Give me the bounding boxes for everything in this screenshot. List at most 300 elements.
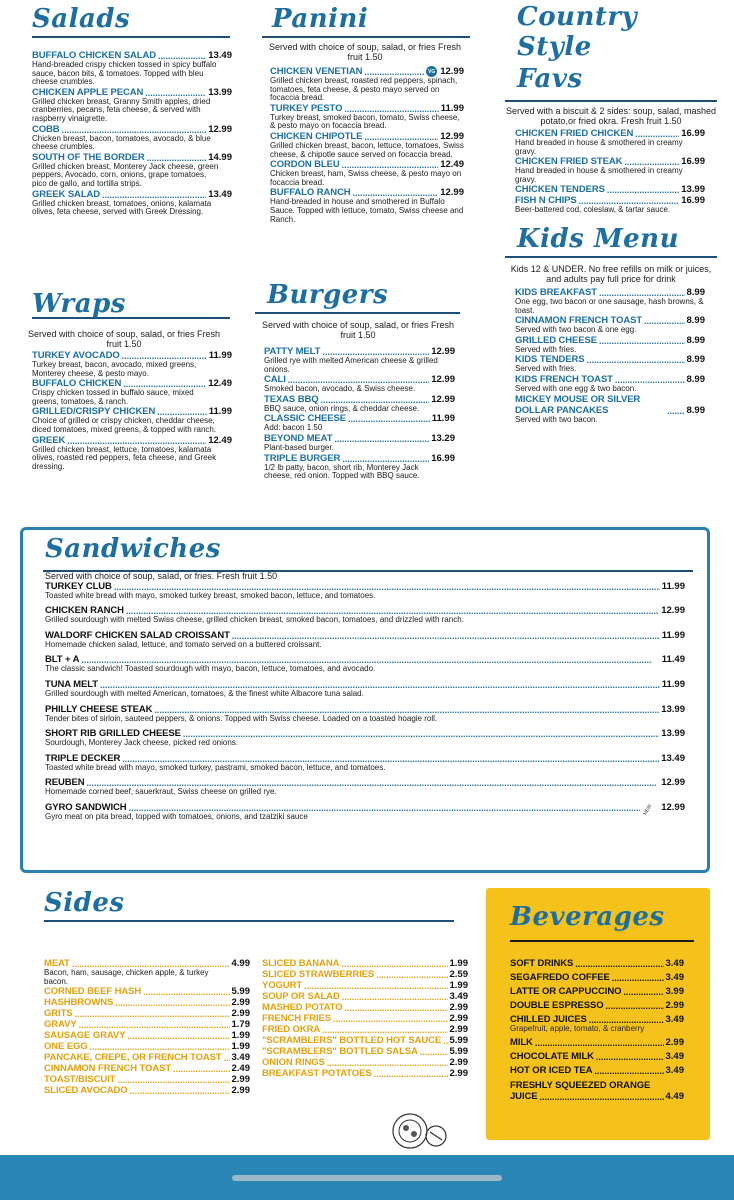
item-price: 3.49: [665, 972, 684, 983]
item-name: SOUTH OF THE BORDER: [32, 151, 145, 163]
item-price: 14.99: [208, 151, 232, 163]
item-name: HASHBROWNS: [44, 997, 114, 1009]
item-price: 2.59: [449, 969, 468, 980]
menu-item: [515, 195, 705, 215]
kids-section: [505, 224, 717, 424]
menu-item: [262, 1035, 468, 1046]
beverages-title: Beverages: [510, 902, 665, 932]
orange-juice-label: FRESHLY SQUEEZED ORANGE: [510, 1079, 651, 1091]
item-name: YOGURT: [262, 980, 303, 991]
item-price: 12.99: [440, 187, 464, 199]
item-name: GREEK: [32, 434, 66, 446]
item-description: 1/2 lb patty, bacon, short rib, Monterey Jack cheese, red onion. Topped with BBQ sauce.: [264, 462, 420, 481]
item-price: 11.99: [208, 350, 232, 361]
menu-item-row: [44, 1074, 250, 1085]
item-description: Grilled chicken breast, tomatoes, onions, kalamata olives, feta cheese, served with Greek Dressing.: [32, 198, 212, 217]
item-price: 8.99: [686, 287, 705, 298]
item-price: 12.99: [431, 346, 455, 357]
item-price: 2.99: [231, 997, 250, 1009]
divider: [255, 312, 460, 314]
sides-section: [44, 888, 464, 922]
menu-item-row: [515, 394, 705, 416]
item-description: One egg, two bacon or one sausage, hash browns, & toast.: [515, 297, 704, 315]
item-price: 11.99: [661, 580, 685, 592]
menu-item: [515, 354, 705, 374]
menu-item-row: [32, 124, 232, 135]
menu-item: [270, 66, 464, 103]
leader-dots: [575, 959, 663, 969]
beverages-section: [486, 888, 710, 1140]
item-description: Chicken breast, bacon, tomatoes, avocado, & blue cheese crumbles.: [32, 133, 211, 152]
item-price: 3.49: [665, 1050, 684, 1062]
item-price: 11.49: [661, 654, 685, 666]
leader-dots: [333, 1014, 448, 1024]
menu-item: [32, 50, 232, 87]
menu-item: [270, 159, 464, 187]
item-price: 11.99: [440, 102, 464, 114]
menu-item-row: [262, 1057, 468, 1068]
item-name: CORDON BLEU: [270, 159, 340, 171]
leader-dots: [420, 1047, 448, 1057]
item-price: 1.99: [231, 1041, 250, 1053]
leader-dots: [345, 1003, 448, 1013]
menu-item: [510, 972, 684, 983]
menu-item: [44, 1085, 250, 1096]
vegetarian-badge: VG: [426, 66, 437, 77]
leader-dots: [587, 355, 685, 365]
item-price: 12.99: [661, 777, 685, 789]
leader-dots: [342, 992, 448, 1002]
item-description: Chicken breast, ham, Swiss cheese, & pesto mayo on focaccia bread.: [270, 169, 462, 187]
item-name: BEYOND MEAT: [264, 432, 333, 444]
item-name: COBB: [32, 123, 60, 135]
menu-item: [44, 1030, 250, 1041]
item-name: PHILLY CHEESE STEAK: [45, 703, 153, 715]
divider: [510, 940, 694, 942]
menu-item: [515, 374, 705, 394]
menu-item: [32, 350, 232, 378]
salads-list: [32, 50, 232, 217]
menu-item: [510, 1051, 684, 1062]
item-description: Grilled rye with melted American cheese & grilled onions.: [264, 356, 438, 374]
menu-item: [515, 287, 705, 315]
item-description: Hand-breaded in house and smothered in Buffalo Sauce. Topped with lettuce, tomato, Swiss cheese and Ranch.: [270, 197, 464, 224]
menu-item-row: [510, 1000, 684, 1011]
wraps-section: [27, 289, 232, 471]
item-name: TUNA MELT: [45, 678, 98, 690]
item-description: Hand breaded in house & smothered in creamy gravy.: [515, 138, 683, 156]
item-name: SLICED BANANA: [262, 958, 340, 969]
item-name: MILK: [510, 1036, 533, 1048]
item-description: BBQ sauce, onion rings, & cheddar cheese.: [264, 403, 420, 413]
new-badge: NEW: [641, 803, 653, 817]
menu-item: [44, 1063, 250, 1074]
item-name: ONE EGG: [44, 1041, 88, 1053]
home-indicator[interactable]: [232, 1175, 502, 1181]
menu-item: [515, 394, 705, 425]
item-name: BUFFALO RANCH: [270, 187, 351, 199]
menu-item: [264, 374, 455, 394]
panini-section: [262, 4, 472, 224]
item-name: BLT + A: [45, 654, 80, 666]
item-name: MICKEY MOUSE OR SILVER DOLLAR PANCAKES: [515, 393, 641, 416]
sandwiches-items: [45, 581, 685, 822]
item-price: 5.99: [449, 1046, 468, 1057]
item-price: 12.99: [661, 605, 685, 617]
item-name: KIDS TENDERS: [515, 354, 585, 366]
leader-dots: [644, 316, 684, 326]
leader-dots: [341, 959, 447, 969]
menu-item: [32, 152, 232, 189]
menu-item: [45, 753, 685, 773]
menu-item: [515, 184, 705, 195]
item-price: 12.49: [208, 378, 232, 390]
item-price: 3.49: [665, 1014, 684, 1025]
menu-item: [264, 346, 455, 374]
item-name: TOAST/BISCUIT: [44, 1074, 116, 1086]
item-name: CORNED BEEF HASH: [44, 986, 142, 998]
menu-item-row: [44, 1085, 250, 1096]
item-name: CALI: [264, 374, 286, 386]
menu-item-row: [262, 1002, 468, 1013]
menu-item: [262, 1046, 468, 1057]
item-price: 1.99: [449, 980, 468, 991]
menu-item: [44, 1019, 250, 1030]
leader-dots: [173, 1064, 229, 1074]
item-name: CHICKEN FRIED STEAK: [515, 156, 623, 168]
item-name: TRIPLE DECKER: [45, 752, 121, 764]
item-name: SHORT RIB GRILLED CHEESE: [45, 728, 181, 740]
leader-dots: [143, 987, 229, 997]
menu-item: [264, 394, 455, 414]
leader-dots: [606, 1001, 664, 1011]
item-price: 11.99: [661, 629, 685, 641]
menu-item-row: [510, 986, 684, 997]
menu-item: [45, 728, 685, 748]
item-name: REUBEN: [45, 777, 85, 789]
item-price: 12.49: [440, 159, 464, 171]
leader-dots: [90, 1042, 230, 1052]
item-price: 5.99: [231, 986, 250, 998]
item-price: 3.49: [449, 991, 468, 1002]
menu-item: [45, 679, 685, 699]
item-description: Homemade chicken salad, lettuce, and tomato served on a buttered croissant.: [45, 639, 322, 649]
item-name: CINNAMON FRENCH TOAST: [515, 315, 643, 327]
item-price: 12.99: [431, 393, 455, 405]
item-description: Toasted white bread with mayo, smoked turkey, pastrami, smoked bacon, lettuce, and tomatoes.: [45, 762, 386, 772]
sandwiches-section: [20, 527, 710, 873]
item-name: GRILLED/CRISPY CHICKEN: [32, 406, 156, 418]
item-name: CHICKEN RANCH: [45, 605, 124, 617]
menu-item-row: [262, 980, 468, 991]
menu-item: [45, 581, 685, 601]
menu-item: [44, 986, 250, 997]
menu-item: [262, 1057, 468, 1068]
menu-item: [44, 1041, 250, 1052]
item-name: CHILLED JUICES: [510, 1014, 587, 1025]
wraps-list: [32, 350, 232, 471]
menu-item: [44, 1008, 250, 1019]
item-description: Hand-breaded crispy chicken tossed in spicy buffalo sauce, bacon bits, & tomatoes. Topped with bleu cheese crumbles.: [32, 60, 217, 87]
item-description: Grilled sourdough with melted American, tomatoes, & the finest white Albacore tuna salad.: [45, 688, 364, 698]
item-name: LATTE OR CAPPUCCINO: [510, 986, 622, 997]
item-price: 8.99: [686, 404, 705, 416]
item-name: WALDORF CHICKEN SALAD CROISSANT: [45, 629, 230, 641]
item-price: 2.99: [231, 1074, 250, 1086]
item-price: 11.99: [208, 406, 232, 418]
item-name: GRILLED CHEESE: [515, 334, 597, 346]
leader-dots: [623, 987, 663, 997]
burgers-section: [255, 280, 465, 481]
menu-item-row: [45, 704, 685, 715]
leader-dots: [327, 1058, 448, 1068]
menu-item: [32, 406, 232, 434]
item-name: PANCAKE, CREPE, OR FRENCH TOAST: [44, 1052, 222, 1064]
item-name: GYRO SANDWICH: [45, 801, 127, 813]
sides-column-2: [262, 958, 468, 1079]
item-price: 13.99: [661, 703, 685, 715]
item-price: 13.49: [208, 50, 232, 61]
divider: [505, 100, 717, 102]
wraps-title: Wraps: [32, 289, 126, 319]
item-description: Grilled chicken breast, roasted red peppers, spinach, tomatoes, feta cheese, & pesto mayo served on focaccia bread.: [270, 76, 458, 103]
menu-item: [262, 980, 468, 991]
menu-item-row: [44, 1030, 250, 1041]
menu-item: [510, 1065, 684, 1076]
item-price: 8.99: [686, 315, 705, 327]
leader-dots: [348, 414, 430, 424]
item-description: Served with fries.: [515, 344, 577, 354]
item-price: 8.99: [686, 373, 705, 385]
menu-item: [32, 124, 232, 152]
menu-item-row: [44, 1019, 250, 1030]
item-description: Grilled chicken breast, lettuce, tomatoes, kalamata olives, roasted red peppers, feta cheese, and Greek dressing.: [32, 444, 217, 471]
menu-item-row: [510, 972, 684, 983]
menu-item-row: [44, 1052, 250, 1063]
orange-juice-row: [510, 1091, 684, 1102]
item-name: TEXAS BBQ: [264, 393, 319, 405]
menu-item: [264, 453, 455, 481]
country-list: [505, 128, 705, 215]
menu-item-row: [32, 435, 232, 446]
item-price: 11.99: [431, 413, 455, 425]
panini-intro: Served with choice of soup, salad, or fries Fresh fruit 1.50: [268, 42, 462, 62]
item-price: 2.99: [449, 1068, 468, 1079]
item-description: Tender bites of sirloin, sauteed peppers, & onions. Topped with Swiss cheese. Loaded on a toasted hoagie roll.: [45, 713, 438, 723]
menu-item: [270, 103, 464, 131]
item-name: FRIED OKRA: [262, 1024, 321, 1035]
beverages-items: [510, 958, 684, 1076]
item-price: 8.99: [686, 354, 705, 366]
menu-item: [32, 435, 232, 472]
item-price: 13.99: [661, 728, 685, 740]
item-name: DOUBLE ESPRESSO: [510, 1000, 604, 1011]
item-price: 2.99: [665, 1036, 684, 1048]
menu-item-row: [262, 969, 468, 980]
menu-item-row: [262, 1046, 468, 1057]
item-price: 13.49: [661, 752, 685, 764]
item-name: MASHED POTATO: [262, 1002, 343, 1013]
menu-item-row: [262, 991, 468, 1002]
item-description: Gyro meat on pita bread, topped with tomatoes, onions, and tzatziki sauce: [45, 811, 308, 821]
item-name: BREAKFAST POTATOES: [262, 1068, 372, 1079]
country-subtitle: Favs: [517, 64, 583, 94]
leader-dots: [443, 1036, 447, 1046]
item-name: "SCRAMBLERS" BOTTLED HOT SAUCE: [262, 1035, 442, 1046]
menu-item-row: [45, 581, 685, 592]
item-name: CHICKEN FRIED CHICKEN: [515, 128, 634, 139]
item-price: 16.99: [681, 128, 705, 139]
menu-item-row: [32, 189, 232, 200]
menu-item-row: [44, 1063, 250, 1074]
item-name: CHOCOLATE MILK: [510, 1050, 594, 1062]
menu-item-row: [510, 1065, 684, 1076]
menu-item: [262, 991, 468, 1002]
leader-dots: [304, 981, 447, 991]
item-description: Hand breaded in house & smothered in creamy gravy.: [515, 166, 683, 184]
menu-item-row: [44, 1008, 250, 1019]
item-price: 12.49: [208, 434, 232, 446]
leader-dots: [539, 1092, 663, 1102]
menu-item: [45, 654, 685, 674]
orange-juice-label-2: JUICE: [510, 1090, 538, 1102]
menu-item-row: [510, 958, 684, 969]
item-description: Smoked bacon, avocado, & Swiss cheese.: [264, 384, 416, 394]
country-intro: Served with a biscuit & 2 sides: soup, salad, mashed potato,or fried okra. Fresh fruit 1.50: [505, 106, 717, 126]
item-price: 16.99: [431, 452, 455, 464]
item-price: 12.99: [440, 130, 464, 142]
menu-item: [515, 128, 705, 156]
item-name: CHICKEN CHIPOTLE: [270, 130, 363, 142]
sides-column-1: [44, 958, 250, 1096]
kids-intro: Kids 12 & UNDER. No free refills on milk or juices, and adults pay full price for drink: [510, 264, 712, 284]
item-description: Bacon, ham, sausage, chicken apple, & turkey bacon.: [44, 968, 209, 986]
item-name: CHICKEN TENDERS: [515, 184, 605, 196]
menu-item-row: [262, 1024, 468, 1035]
menu-item: [270, 187, 464, 224]
leader-dots: [79, 1020, 230, 1030]
menu-item-row: [44, 997, 250, 1008]
item-name: TURKEY CLUB: [45, 580, 112, 592]
leader-dots: [130, 1086, 230, 1096]
sandwiches-title: Sandwiches: [45, 534, 221, 564]
menu-item-row: [262, 1013, 468, 1024]
panini-list: [262, 66, 464, 224]
item-price: 3.99: [665, 986, 684, 997]
item-price: 5.99: [449, 1035, 468, 1046]
leader-dots: [224, 1053, 230, 1063]
leader-dots: [599, 336, 685, 346]
menu-item-row: [515, 184, 705, 195]
item-name: BUFFALO CHICKEN SALAD: [32, 50, 157, 61]
menu-item: [515, 335, 705, 355]
item-name: KIDS BREAKFAST: [515, 287, 597, 298]
item-description: Turkey breast, bacon, avocado, mixed greens, Monterey cheese, & pesto mayo.: [32, 360, 197, 378]
menu-item: [510, 986, 684, 997]
item-name: KIDS FRENCH TOAST: [515, 373, 613, 385]
leader-dots: [183, 729, 659, 739]
burgers-list: [255, 346, 455, 481]
panini-title: Panini: [272, 4, 369, 34]
item-price: 16.99: [681, 156, 705, 168]
item-price: 11.99: [661, 678, 685, 690]
menu-item: [515, 315, 705, 335]
menu-item: [262, 958, 468, 969]
item-price: 3.49: [231, 1052, 250, 1064]
menu-item-row: [264, 453, 455, 464]
menu-item: [515, 156, 705, 184]
kids-title: Kids Menu: [517, 224, 679, 254]
item-price: 1.99: [231, 1030, 250, 1042]
item-price: 12.99: [661, 801, 685, 813]
item-price: 12.99: [440, 66, 464, 77]
item-name: CHICKEN APPLE PECAN: [32, 86, 144, 98]
item-price: 16.99: [681, 195, 705, 207]
item-price: 12.99: [431, 374, 455, 386]
item-price: 2.99: [449, 1013, 468, 1024]
item-price: 12.99: [208, 123, 232, 135]
menu-item: [264, 433, 455, 453]
menu-item: [510, 1014, 684, 1034]
leader-dots: [667, 406, 685, 416]
menu-item: [262, 1024, 468, 1035]
menu-item: [270, 131, 464, 159]
item-name: SLICED AVOCADO: [44, 1085, 128, 1097]
menu-item: [264, 413, 455, 433]
item-name: TURKEY PESTO: [270, 102, 343, 114]
item-name: SOUP OR SALAD: [262, 991, 340, 1002]
leader-dots: [117, 1075, 229, 1085]
item-description: Add: bacon 1.50: [264, 423, 323, 433]
menu-item: [510, 1037, 684, 1048]
item-price: 8.99: [686, 334, 705, 346]
leader-dots: [376, 970, 447, 980]
item-price: 2.49: [231, 1063, 250, 1075]
item-description: Beer-battered cod, coleslaw, & tartar sauce.: [515, 205, 671, 215]
leader-dots: [607, 185, 679, 195]
item-description: Grilled chicken breast, Monterey Jack cheese, green peppers, Avocado, corn, onions, grape tomatoes, pico de gallo, and tortilla strips.: [32, 161, 219, 188]
salads-title: Salads: [32, 4, 131, 34]
divider: [44, 920, 454, 922]
item-name: BUFFALO CHICKEN: [32, 378, 122, 390]
item-price: 2.99: [231, 1085, 250, 1097]
item-description: Turkey breast, smoked bacon, tomato, Swiss cheese, & pesto mayo on focaccia bread.: [270, 112, 460, 131]
item-price: 1.99: [449, 958, 468, 969]
item-description: Grilled sourdough with melted Swiss cheese, grilled chicken breast, smoked bacon, tomatoes, and drizzled with ranch.: [45, 615, 464, 625]
menu-item-row: [510, 1051, 684, 1062]
menu-item: [510, 1000, 684, 1011]
item-description: Choice of grilled or crispy chicken, cheddar cheese, diced tomatoes, mixed greens, & topped with ranch.: [32, 416, 217, 434]
item-description: Served with two bacon & one egg.: [515, 325, 637, 335]
item-name: SOFT DRINKS: [510, 958, 574, 969]
item-price: 13.29: [431, 432, 455, 444]
leader-dots: [334, 434, 429, 444]
menu-item-row: [262, 1035, 468, 1046]
item-price: 4.99: [231, 958, 250, 969]
item-name: SLICED STRAWBERRIES: [262, 969, 375, 980]
item-description: Sourdough, Monterey Jack cheese, picked red onions.: [45, 738, 239, 748]
item-name: CLASSIC CHEESE: [264, 413, 347, 425]
country-section: [505, 2, 717, 215]
item-price: 13.99: [208, 86, 232, 98]
item-name: "SCRAMBLERS" BOTTLED SALSA: [262, 1046, 418, 1057]
menu-item: [262, 1013, 468, 1024]
menu-item: [262, 969, 468, 980]
plate-illustration: [390, 1110, 450, 1152]
item-name: GREEK SALAD: [32, 188, 101, 200]
item-description: Toasted white bread with mayo, smoked turkey breast, smoked bacon, lettuce, and tomatoes.: [45, 590, 376, 600]
divider: [262, 36, 470, 38]
